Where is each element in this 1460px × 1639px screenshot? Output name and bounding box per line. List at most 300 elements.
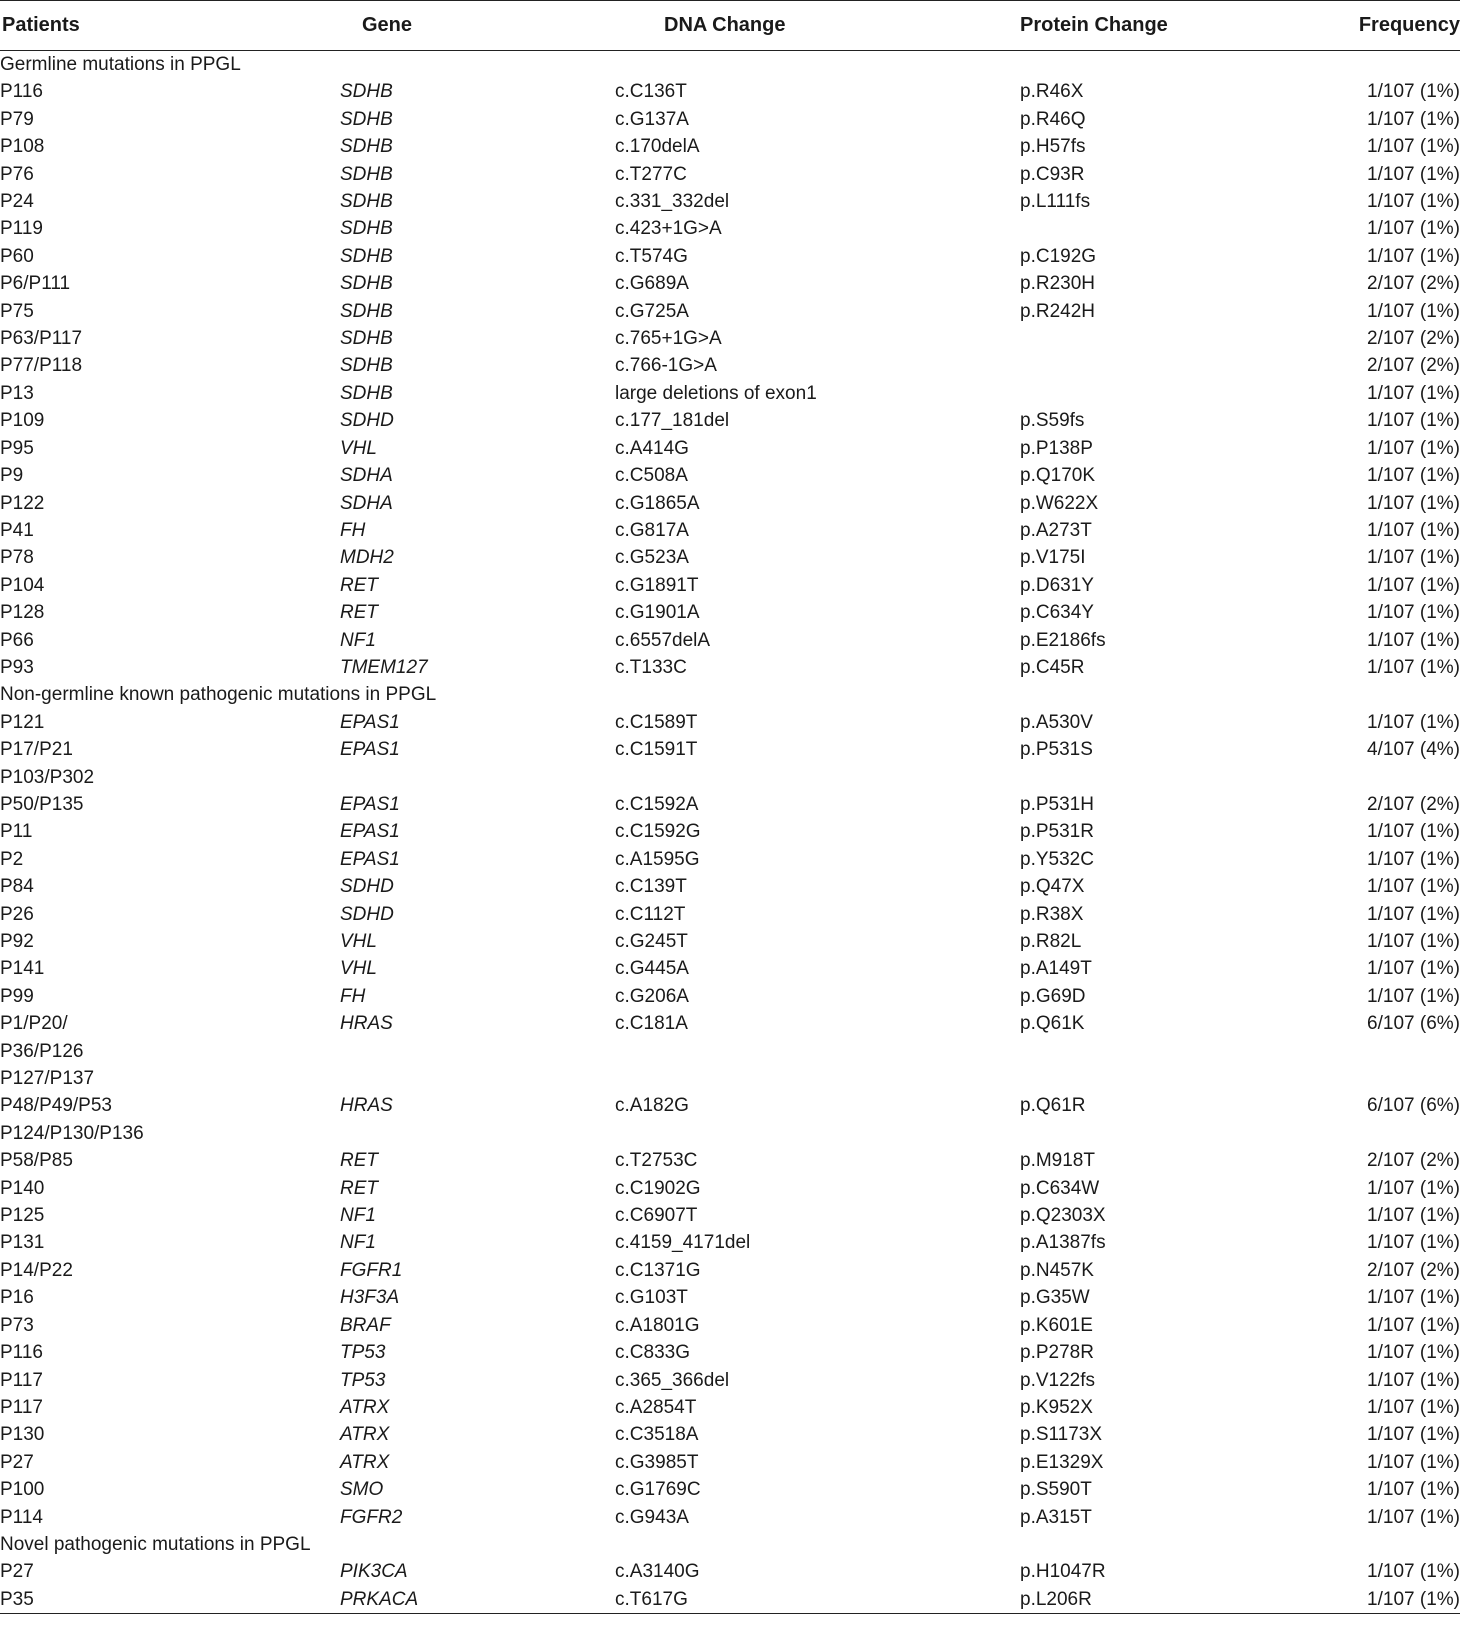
cell-patients: P63/P117 — [0, 328, 83, 350]
cell-protein-change — [1020, 325, 1325, 352]
table-row — [0, 955, 1460, 982]
cell-patients: P27 — [0, 1451, 34, 1473]
cell-protein-change: p.Q2303X — [1020, 1205, 1106, 1227]
cell-patients: P1/P20/ — [0, 1013, 68, 1035]
table-row — [0, 1175, 1460, 1202]
cell-protein-change — [1020, 1065, 1325, 1092]
cell-gene: PIK3CA — [340, 1561, 408, 1583]
header-patients: Patients — [0, 1, 340, 51]
cell-gene: SMO — [340, 1479, 384, 1501]
cell-gene: SDHB — [340, 191, 393, 213]
cell-protein-change: p.H1047R — [1020, 1561, 1106, 1583]
cell-gene: RET — [340, 574, 378, 596]
cell-frequency: 1/107 (1%) — [1367, 492, 1460, 514]
cell-dna-change: c.C181A — [615, 1013, 688, 1035]
table-row — [0, 1312, 1460, 1339]
cell-gene: FGFR2 — [340, 1506, 403, 1528]
table-row — [0, 791, 1460, 818]
cell-gene: ATRX — [340, 1396, 390, 1418]
table-row — [0, 490, 1460, 517]
cell-frequency: 1/107 (1%) — [1367, 903, 1460, 925]
cell-dna-change: c.C1589T — [615, 711, 698, 733]
cell-frequency: 1/107 (1%) — [1367, 1396, 1460, 1418]
cell-patients: P131 — [0, 1232, 45, 1254]
cell-patients: P75 — [0, 300, 34, 322]
cell-protein-change: p.Y532C — [1020, 848, 1094, 870]
cell-protein-change: p.P531S — [1020, 739, 1093, 761]
cell-patients: P66 — [0, 629, 34, 651]
cell-patients: P27 — [0, 1561, 34, 1583]
cell-frequency: 1/107 (1%) — [1367, 81, 1460, 103]
table-body — [0, 51, 1460, 1614]
cell-gene: SDHB — [340, 355, 393, 377]
cell-patients: P103/P302 — [0, 766, 95, 788]
cell-dna-change: c.C6907T — [615, 1205, 698, 1227]
cell-protein-change — [1020, 764, 1325, 791]
cell-patients: P73 — [0, 1314, 34, 1336]
cell-protein-change: p.M918T — [1020, 1150, 1095, 1172]
cell-dna-change: c.G725A — [615, 300, 689, 322]
cell-frequency: 1/107 (1%) — [1367, 382, 1460, 404]
cell-gene: SDHA — [340, 492, 393, 514]
cell-gene: SDHB — [340, 81, 393, 103]
section-row — [0, 681, 1460, 708]
cell-patients: P17/P21 — [0, 739, 73, 761]
header-dna-change: DNA Change — [615, 1, 1020, 51]
table-header — [0, 1, 1460, 51]
table-row — [0, 764, 1460, 791]
cell-frequency: 1/107 (1%) — [1367, 1506, 1460, 1528]
cell-dna-change: c.G445A — [615, 958, 689, 980]
cell-frequency: 1/107 (1%) — [1367, 1424, 1460, 1446]
cell-frequency: 6/107 (6%) — [1367, 1013, 1460, 1035]
cell-dna-change — [615, 764, 1020, 791]
table-row — [0, 1449, 1460, 1476]
cell-gene: SDHB — [340, 245, 393, 267]
cell-frequency: 1/107 (1%) — [1367, 574, 1460, 596]
cell-dna-change: c.T574G — [615, 245, 688, 267]
table-row — [0, 1476, 1460, 1503]
cell-patients: P13 — [0, 382, 34, 404]
cell-frequency: 1/107 (1%) — [1367, 136, 1460, 158]
cell-frequency: 4/107 (4%) — [1367, 739, 1460, 761]
cell-gene: EPAS1 — [340, 848, 400, 870]
section-label: Non-germline known pathogenic mutations in PPGL — [0, 684, 437, 706]
table-row — [0, 1065, 1460, 1092]
table-row — [0, 435, 1460, 462]
cell-dna-change: c.A2854T — [615, 1396, 697, 1418]
table-row — [0, 1504, 1460, 1531]
cell-patients: P109 — [0, 410, 45, 432]
cell-dna-change: c.G1901A — [615, 602, 700, 624]
table-row — [0, 1038, 1460, 1065]
table-row — [0, 106, 1460, 133]
cell-patients: P116 — [0, 1342, 43, 1364]
cell-patients: P6/P111 — [0, 273, 71, 295]
cell-patients: P35 — [0, 1586, 340, 1614]
cell-dna-change: c.765+1G>A — [615, 328, 722, 350]
cell-frequency: 1/107 (1%) — [1367, 465, 1460, 487]
cell-dna-change: c.331_332del — [615, 191, 730, 213]
cell-dna-change: c.T277C — [615, 163, 687, 185]
cell-protein-change: p.R82L — [1020, 931, 1082, 952]
cell-gene: SDHB — [340, 136, 393, 158]
cell-protein-change: p.P278R — [1020, 1342, 1094, 1364]
table-row — [0, 709, 1460, 736]
section-row — [0, 1531, 1460, 1558]
cell-dna-change: c.G689A — [615, 273, 689, 295]
cell-gene: FH — [340, 985, 366, 1007]
cell-dna-change: c.G523A — [615, 547, 689, 569]
cell-dna-change: c.T133C — [615, 656, 687, 678]
cell-protein-change — [1020, 352, 1325, 379]
cell-patients: P140 — [0, 1177, 45, 1199]
cell-frequency: 1/107 (1%) — [1367, 1205, 1460, 1227]
cell-protein-change: p.P531H — [1020, 793, 1094, 815]
cell-gene: HRAS — [340, 1095, 393, 1117]
cell-patients: P128 — [0, 602, 45, 624]
cell-dna-change: c.G206A — [615, 985, 689, 1007]
table-row — [0, 352, 1460, 379]
cell-gene — [340, 1065, 615, 1092]
cell-patients: P11 — [0, 821, 33, 843]
cell-frequency: 1/107 (1%) — [1367, 163, 1460, 185]
cell-protein-change: p.E1329X — [1020, 1451, 1104, 1473]
cell-dna-change: c.G1891T — [615, 574, 699, 596]
cell-gene: SDHD — [340, 410, 394, 432]
table-row — [0, 1367, 1460, 1394]
cell-protein-change: p.C45R — [1020, 656, 1085, 678]
cell-frequency: 2/107 (2%) — [1367, 1259, 1460, 1281]
cell-gene — [340, 1120, 615, 1147]
cell-frequency: 1/107 (1%) — [1367, 1314, 1460, 1336]
table-row — [0, 161, 1460, 188]
cell-patients: P50/P135 — [0, 793, 84, 815]
cell-protein-change: p.R46X — [1020, 81, 1084, 103]
cell-protein-change: p.A1387fs — [1020, 1232, 1106, 1254]
cell-protein-change: p.Q61K — [1020, 1013, 1085, 1035]
table-row — [0, 380, 1460, 407]
cell-frequency: 1/107 (1%) — [1367, 1451, 1460, 1473]
cell-frequency: 1/107 (1%) — [1367, 437, 1460, 459]
cell-dna-change: c.A182G — [615, 1095, 689, 1117]
cell-patients: P84 — [0, 876, 34, 898]
cell-gene: MDH2 — [340, 547, 394, 569]
cell-patients: P122 — [0, 492, 45, 514]
cell-gene: TMEM127 — [340, 656, 428, 678]
cell-frequency: 6/107 (6%) — [1367, 1095, 1460, 1117]
cell-frequency: 1/107 (1%) — [1367, 711, 1460, 733]
cell-patients: P60 — [0, 245, 34, 267]
table-row — [0, 654, 1460, 681]
cell-gene: ATRX — [340, 1451, 390, 1473]
table-row — [0, 270, 1460, 297]
cell-gene — [340, 1038, 615, 1065]
cell-dna-change: c.C833G — [615, 1342, 690, 1364]
cell-patients: P77/P118 — [0, 355, 83, 377]
table-row — [0, 544, 1460, 571]
cell-dna-change: c.A414G — [615, 437, 689, 459]
table-row — [0, 818, 1460, 845]
cell-dna-change: c.177_181del — [615, 410, 730, 432]
cell-frequency: 1/107 (1%) — [1367, 1232, 1460, 1254]
cell-frequency: 1/107 (1%) — [1367, 1342, 1460, 1364]
cell-dna-change: c.C3518A — [615, 1424, 699, 1446]
cell-frequency: 1/107 (1%) — [1367, 1479, 1460, 1501]
header-gene: Gene — [340, 1, 615, 51]
table-row — [0, 1558, 1460, 1585]
cell-patients: P127/P137 — [0, 1068, 95, 1090]
cell-patients: P79 — [0, 108, 34, 130]
table-row — [0, 1284, 1460, 1311]
cell-dna-change: c.C1371G — [615, 1259, 701, 1281]
cell-dna-change — [615, 1120, 1020, 1147]
table-row — [0, 1120, 1460, 1147]
cell-gene: SDHB — [340, 300, 393, 322]
table-row — [0, 627, 1460, 654]
cell-dna-change: large deletions of exon1 — [615, 382, 817, 404]
cell-patients: P2 — [0, 848, 24, 870]
cell-dna-change: c.A3140G — [615, 1561, 700, 1583]
cell-protein-change: p.D631Y — [1020, 574, 1094, 596]
table-row — [0, 928, 1460, 955]
cell-gene: EPAS1 — [340, 821, 400, 843]
cell-patients: P104 — [0, 574, 45, 596]
cell-dna-change: c.C1592A — [615, 793, 699, 815]
cell-dna-change: c.A1595G — [615, 848, 700, 870]
cell-patients: P100 — [0, 1479, 45, 1501]
cell-gene: SDHB — [340, 163, 393, 185]
table-row — [0, 1421, 1460, 1448]
header-frequency: Frequency — [1325, 1, 1460, 51]
cell-frequency: 1/107 (1%) — [1367, 410, 1460, 432]
cell-frequency: 1/107 (1%) — [1367, 300, 1460, 322]
cell-gene: SDHD — [340, 876, 394, 898]
cell-protein-change: p.L111fs — [1020, 191, 1091, 213]
cell-protein-change: p.A149T — [1020, 958, 1092, 980]
cell-protein-change: p.L206R — [1020, 1586, 1325, 1614]
cell-gene: TP53 — [340, 1369, 386, 1391]
section-row — [0, 51, 1460, 79]
cell-dna-change: c.T617G — [615, 1586, 1020, 1614]
cell-frequency: 1/107 (1%) — [1367, 547, 1460, 569]
cell-protein-change: p.S590T — [1020, 1479, 1092, 1501]
cell-patients: P24 — [0, 191, 34, 213]
cell-frequency: 1/107 (1%) — [1367, 629, 1460, 651]
cell-protein-change: p.R46Q — [1020, 108, 1086, 130]
cell-dna-change: c.A1801G — [615, 1314, 700, 1336]
cell-protein-change: p.K952X — [1020, 1396, 1093, 1418]
cell-gene: EPAS1 — [340, 793, 400, 815]
cell-protein-change — [1020, 380, 1325, 407]
cell-protein-change: p.S59fs — [1020, 410, 1085, 432]
cell-gene — [340, 764, 615, 791]
table-row — [0, 901, 1460, 928]
cell-gene: H3F3A — [340, 1287, 400, 1309]
table-row — [0, 736, 1460, 763]
cell-patients: P116 — [0, 81, 43, 103]
cell-gene: FH — [340, 519, 366, 541]
cell-protein-change: p.C634W — [1020, 1177, 1100, 1199]
cell-protein-change — [1020, 215, 1325, 242]
cell-gene: BRAF — [340, 1314, 391, 1336]
table-row — [0, 873, 1460, 900]
cell-patients: P117 — [0, 1396, 43, 1418]
cell-protein-change: p.C192G — [1020, 245, 1097, 267]
cell-gene: RET — [340, 602, 378, 624]
table-row — [0, 78, 1460, 105]
table-row — [0, 1147, 1460, 1174]
cell-dna-change: c.170delA — [615, 136, 700, 158]
table-row — [0, 1257, 1460, 1284]
cell-protein-change: p.N457K — [1020, 1259, 1094, 1281]
cell-protein-change: p.P531R — [1020, 821, 1094, 843]
cell-frequency: 2/107 (2%) — [1367, 355, 1460, 377]
cell-dna-change — [615, 1065, 1020, 1092]
cell-dna-change: c.C139T — [615, 876, 687, 898]
header-row — [0, 1, 1460, 51]
table-row — [0, 1010, 1460, 1037]
cell-patients: P141 — [0, 958, 45, 980]
cell-protein-change: p.G69D — [1020, 985, 1086, 1007]
cell-dna-change: c.T2753C — [615, 1150, 698, 1172]
cell-dna-change: c.C1902G — [615, 1177, 701, 1199]
cell-patients: P36/P126 — [0, 1040, 84, 1062]
table-row — [0, 1202, 1460, 1229]
cell-dna-change: c.G103T — [615, 1287, 688, 1309]
cell-patients: P99 — [0, 985, 34, 1007]
cell-frequency: 1/107 (1%) — [1367, 218, 1460, 240]
cell-dna-change: c.G245T — [615, 931, 688, 952]
cell-patients: P41 — [0, 519, 34, 541]
cell-protein-change: p.Q170K — [1020, 465, 1095, 487]
cell-frequency: 1/107 (1%) — [1367, 191, 1460, 213]
cell-patients: P119 — [0, 218, 43, 240]
cell-dna-change: c.G943A — [615, 1506, 689, 1528]
cell-dna-change: c.766-1G>A — [615, 355, 717, 377]
table-row — [0, 1339, 1460, 1366]
section-label: Novel pathogenic mutations in PPGL — [0, 1533, 311, 1555]
cell-protein-change: p.E2186fs — [1020, 629, 1106, 651]
cell-protein-change: p.Q47X — [1020, 876, 1085, 898]
cell-dna-change: c.G3985T — [615, 1451, 699, 1473]
cell-protein-change: p.K601E — [1020, 1314, 1093, 1336]
cell-protein-change: p.G35W — [1020, 1287, 1090, 1309]
cell-patients: P58/P85 — [0, 1150, 73, 1172]
cell-frequency: 1/107 (1%) — [1367, 931, 1460, 952]
cell-dna-change: c.G817A — [615, 519, 689, 541]
cell-protein-change: p.V122fs — [1020, 1369, 1095, 1391]
cell-protein-change: p.H57fs — [1020, 136, 1086, 158]
table-row — [0, 133, 1460, 160]
header-protein-change: Protein Change — [1020, 1, 1325, 51]
cell-patients: P117 — [0, 1369, 43, 1391]
cell-protein-change: p.P138P — [1020, 437, 1093, 459]
section-label: Germline mutations in PPGL — [0, 54, 241, 75]
cell-gene: NF1 — [340, 1232, 376, 1254]
cell-gene: VHL — [340, 437, 377, 459]
cell-frequency — [1325, 1038, 1460, 1065]
cell-gene: NF1 — [340, 629, 376, 651]
cell-frequency: 1/107 (1%) — [1367, 602, 1460, 624]
cell-protein-change — [1020, 1120, 1325, 1147]
cell-gene: SDHB — [340, 218, 393, 240]
cell-dna-change: c.C136T — [615, 81, 687, 103]
cell-dna-change: c.G1769C — [615, 1479, 701, 1501]
cell-frequency: 1/107 (1%) — [1367, 958, 1460, 980]
cell-gene: VHL — [340, 931, 377, 952]
cell-patients: P125 — [0, 1205, 45, 1227]
cell-patients: P14/P22 — [0, 1259, 73, 1281]
table-row — [0, 1586, 1460, 1614]
cell-protein-change: p.W622X — [1020, 492, 1099, 514]
table-row — [0, 243, 1460, 270]
cell-protein-change: p.A273T — [1020, 519, 1092, 541]
table-row — [0, 572, 1460, 599]
table-row — [0, 325, 1460, 352]
cell-frequency — [1325, 764, 1460, 791]
cell-dna-change: c.C508A — [615, 465, 688, 487]
table-row — [0, 983, 1460, 1010]
cell-gene: RET — [340, 1177, 378, 1199]
cell-dna-change: c.4159_4171del — [615, 1232, 751, 1254]
table-row — [0, 1394, 1460, 1421]
cell-gene: FGFR1 — [340, 1259, 403, 1281]
cell-patients: P26 — [0, 903, 34, 925]
cell-protein-change: p.C634Y — [1020, 602, 1094, 624]
cell-frequency: 1/107 (1%) — [1367, 1287, 1460, 1309]
table-row — [0, 517, 1460, 544]
cell-gene: NF1 — [340, 1205, 376, 1227]
cell-dna-change: c.C1591T — [615, 739, 698, 761]
cell-frequency: 1/107 (1%) — [1325, 1586, 1460, 1614]
cell-gene: SDHB — [340, 328, 393, 350]
cell-protein-change: p.S1173X — [1020, 1424, 1103, 1446]
cell-frequency — [1325, 1065, 1460, 1092]
cell-patients: P130 — [0, 1424, 45, 1446]
cell-gene: VHL — [340, 958, 377, 980]
cell-protein-change: p.A315T — [1020, 1506, 1092, 1528]
cell-patients: P16 — [0, 1287, 34, 1309]
cell-dna-change: c.C112T — [615, 903, 686, 925]
cell-protein-change: p.V175I — [1020, 547, 1086, 569]
cell-dna-change: c.423+1G>A — [615, 218, 722, 240]
cell-patients: P76 — [0, 163, 34, 185]
cell-frequency: 1/107 (1%) — [1367, 821, 1460, 843]
cell-frequency: 1/107 (1%) — [1367, 1177, 1460, 1199]
cell-patients: P121 — [0, 711, 45, 733]
cell-frequency: 1/107 (1%) — [1367, 656, 1460, 678]
table-row — [0, 188, 1460, 215]
cell-frequency: 1/107 (1%) — [1367, 519, 1460, 541]
cell-protein-change: p.R38X — [1020, 903, 1084, 925]
cell-frequency: 1/107 (1%) — [1367, 1561, 1460, 1583]
cell-patients: P93 — [0, 656, 34, 678]
cell-frequency: 1/107 (1%) — [1367, 876, 1460, 898]
cell-dna-change: c.G137A — [615, 108, 689, 130]
cell-gene: SDHD — [340, 903, 394, 925]
cell-patients: P95 — [0, 437, 34, 459]
cell-frequency — [1325, 1120, 1460, 1147]
table-row — [0, 846, 1460, 873]
table-row — [0, 407, 1460, 434]
cell-frequency: 2/107 (2%) — [1367, 1150, 1460, 1172]
cell-protein-change: p.Q61R — [1020, 1095, 1086, 1117]
table-row — [0, 599, 1460, 626]
cell-frequency: 1/107 (1%) — [1367, 985, 1460, 1007]
table-row — [0, 1229, 1460, 1256]
cell-protein-change: p.R242H — [1020, 300, 1095, 322]
